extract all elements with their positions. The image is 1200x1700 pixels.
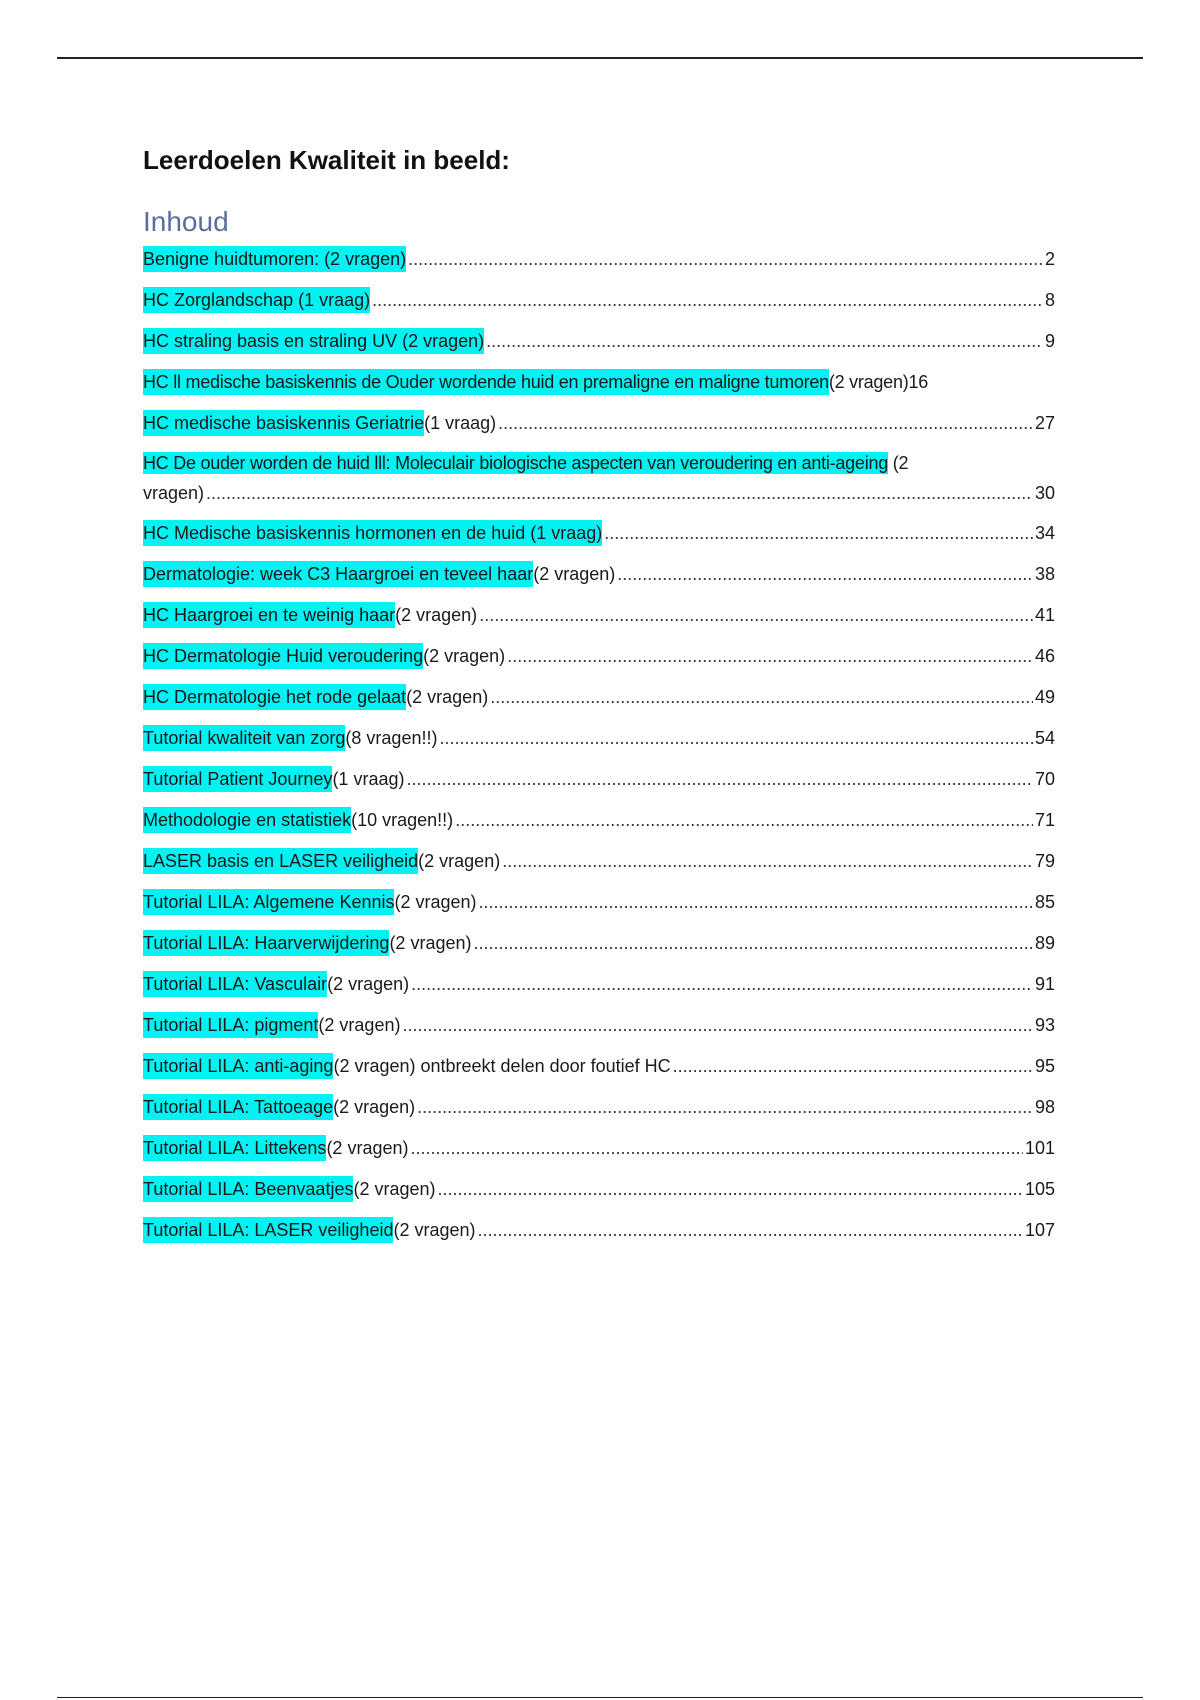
toc-entry-title: HC straling basis en straling UV (2 vragen): [143, 328, 484, 354]
toc-page-number: 95: [1034, 1056, 1055, 1076]
toc-entry-note: (2 vragen): [389, 933, 472, 953]
toc-page-number: 54: [1034, 728, 1055, 748]
toc-page-number: 34: [1034, 523, 1055, 543]
toc-leader-dots: [406, 767, 1033, 791]
toc-page-number: 30: [1034, 483, 1055, 503]
table-of-contents: [143, 246, 1055, 1243]
document-page: [143, 140, 1055, 1258]
toc-entry[interactable]: [143, 1012, 1055, 1038]
toc-entry[interactable]: [143, 684, 1055, 710]
toc-entry-title: HC ll medische basiskennis de Ouder wordende huid en premaligne en maligne tumoren: [143, 369, 829, 395]
toc-leader-dots: [438, 1177, 1023, 1201]
toc-leader-dots: [372, 288, 1043, 312]
toc-leader-dots: [411, 972, 1033, 996]
document-title: Leerdoelen Kwaliteit in beeld:: [143, 145, 510, 175]
toc-entry-note: (2 vragen): [393, 1220, 476, 1240]
toc-entry-note: (2: [887, 453, 909, 473]
toc-leader-dots: [479, 890, 1033, 914]
toc-entry-title: Tutorial kwaliteit van zorg: [143, 725, 345, 751]
toc-entry-title: HC Dermatologie het rode gelaat: [143, 684, 406, 710]
toc-page-number: 93: [1034, 1015, 1055, 1035]
toc-leader-dots: [502, 849, 1033, 873]
toc-page-number: 105: [1024, 1179, 1055, 1199]
toc-entry-note: (2 vragen): [828, 372, 909, 392]
toc-entry-title: Tutorial LILA: Algemene Kennis: [143, 889, 394, 915]
toc-entry[interactable]: [143, 451, 1055, 505]
toc-entry[interactable]: [143, 1053, 1055, 1079]
toc-leader-dots: [479, 603, 1033, 627]
toc-page-number: 8: [1044, 290, 1055, 310]
toc-entry-title: HC Dermatologie Huid veroudering: [143, 643, 423, 669]
toc-entry[interactable]: [143, 1217, 1055, 1243]
toc-page-number: 16: [908, 372, 928, 392]
toc-entry[interactable]: [143, 971, 1055, 997]
toc-entry-note: (2 vragen): [395, 605, 478, 625]
toc-entry-note: (10 vragen!!): [351, 810, 454, 830]
toc-leader-dots: [408, 247, 1043, 271]
toc-page-number: 38: [1034, 564, 1055, 584]
toc-entry-title: Tutorial Patient Journey: [143, 766, 332, 792]
toc-entry-note: (2 vragen): [326, 1138, 409, 1158]
toc-page-number: 101: [1024, 1138, 1055, 1158]
toc-page-number: 107: [1024, 1220, 1055, 1240]
toc-page-number: 70: [1034, 769, 1055, 789]
toc-page-number: 98: [1034, 1097, 1055, 1117]
header-rule: [57, 57, 1143, 59]
toc-entry-note: (8 vragen!!): [345, 728, 438, 748]
toc-leader-dots: [455, 808, 1033, 832]
toc-entry-title: Dermatologie: week C3 Haargroei en teveel haar: [143, 561, 533, 587]
footer-rule: [57, 1697, 1143, 1698]
toc-leader-dots: [673, 1054, 1033, 1078]
toc-heading: Inhoud: [143, 206, 229, 237]
toc-page-number: 27: [1034, 413, 1055, 433]
toc-entry-title: Tutorial LILA: Beenvaatjes: [143, 1176, 353, 1202]
toc-entry[interactable]: [143, 561, 1055, 587]
toc-entry-note: (2 vragen): [318, 1015, 401, 1035]
toc-entry-title: HC Haargroei en te weinig haar: [143, 602, 395, 628]
toc-entry-title: Tutorial LILA: Haarverwijdering: [143, 930, 389, 956]
toc-entry[interactable]: [143, 848, 1055, 874]
toc-entry-title: Tutorial LILA: anti-aging: [143, 1053, 333, 1079]
toc-entry[interactable]: [143, 930, 1055, 956]
toc-entry-title: LASER basis en LASER veiligheid: [143, 848, 418, 874]
toc-leader-dots: [617, 562, 1033, 586]
toc-entry-note: (2 vragen) ontbreekt delen door foutief HC: [333, 1056, 671, 1076]
toc-page-number: 85: [1034, 892, 1055, 912]
toc-page-number: 79: [1034, 851, 1055, 871]
toc-leader-dots: [206, 481, 1033, 505]
toc-leader-dots: [507, 644, 1033, 668]
toc-entry[interactable]: [143, 1176, 1055, 1202]
toc-leader-dots: [473, 931, 1032, 955]
toc-entry-title: Benigne huidtumoren: (2 vragen): [143, 246, 406, 272]
toc-entry[interactable]: [143, 807, 1055, 833]
toc-leader-dots: [490, 685, 1033, 709]
toc-entry-title: HC De ouder worden de huid lll: Moleculair biologische aspecten van veroudering en anti-ageing: [143, 453, 888, 473]
toc-entry-note: (2 vragen): [333, 1097, 416, 1117]
toc-page-number: 2: [1044, 249, 1055, 269]
toc-entry-title: Tutorial LILA: LASER veiligheid: [143, 1217, 393, 1243]
toc-entry[interactable]: [143, 410, 1055, 436]
toc-entry-title: Tutorial LILA: pigment: [143, 1012, 318, 1038]
toc-leader-dots: [604, 521, 1033, 545]
toc-entry-note: (2 vragen): [423, 646, 506, 666]
toc-leader-dots: [417, 1095, 1033, 1119]
toc-leader-dots: [439, 726, 1033, 750]
toc-entry[interactable]: [143, 725, 1055, 751]
toc-page-number: 91: [1034, 974, 1055, 994]
toc-leader-dots: [486, 329, 1043, 353]
toc-entry[interactable]: [143, 766, 1055, 792]
toc-entry[interactable]: [143, 1094, 1055, 1120]
toc-entry[interactable]: [143, 328, 1055, 354]
toc-entry-title: Tutorial LILA: Vasculair: [143, 971, 327, 997]
toc-page-number: 41: [1034, 605, 1055, 625]
toc-entry[interactable]: [143, 889, 1055, 915]
toc-entry-note-continued: vragen): [143, 483, 205, 503]
toc-page-number: 46: [1034, 646, 1055, 666]
toc-leader-dots: [402, 1013, 1033, 1037]
toc-entry-note: (2 vragen): [394, 892, 477, 912]
toc-entry-note: (2 vragen): [418, 851, 501, 871]
toc-entry-note: (2 vragen): [353, 1179, 436, 1199]
toc-entry-note: (2 vragen): [533, 564, 616, 584]
toc-page-number: 71: [1034, 810, 1055, 830]
toc-entry-title: Tutorial LILA: Tattoeage: [143, 1094, 333, 1120]
toc-entry[interactable]: [143, 643, 1055, 669]
toc-entry-title: Methodologie en statistiek: [143, 807, 351, 833]
toc-entry-title: HC Medische basiskennis hormonen en de huid (1 vraag): [143, 520, 602, 546]
toc-entry-note: (2 vragen): [406, 687, 489, 707]
toc-leader-dots: [410, 1136, 1022, 1160]
toc-leader-dots: [498, 411, 1033, 435]
toc-entry-title: HC Zorglandschap (1 vraag): [143, 287, 370, 313]
toc-entry-note: (1 vraag): [332, 769, 405, 789]
toc-entry[interactable]: [143, 246, 1055, 272]
toc-entry-note: (2 vragen): [327, 974, 410, 994]
toc-entry[interactable]: [143, 602, 1055, 628]
toc-page-number: 49: [1034, 687, 1055, 707]
toc-page-number: 89: [1034, 933, 1055, 953]
toc-entry[interactable]: [143, 287, 1055, 313]
toc-page-number: 9: [1044, 331, 1055, 351]
toc-leader-dots: [478, 1218, 1023, 1242]
toc-entry-title: Tutorial LILA: Littekens: [143, 1135, 326, 1161]
toc-entry[interactable]: [143, 369, 1055, 395]
toc-entry[interactable]: [143, 520, 1055, 546]
toc-entry-note: (1 vraag): [424, 413, 497, 433]
toc-entry-title: HC medische basiskennis Geriatrie: [143, 410, 424, 436]
toc-entry[interactable]: [143, 1135, 1055, 1161]
